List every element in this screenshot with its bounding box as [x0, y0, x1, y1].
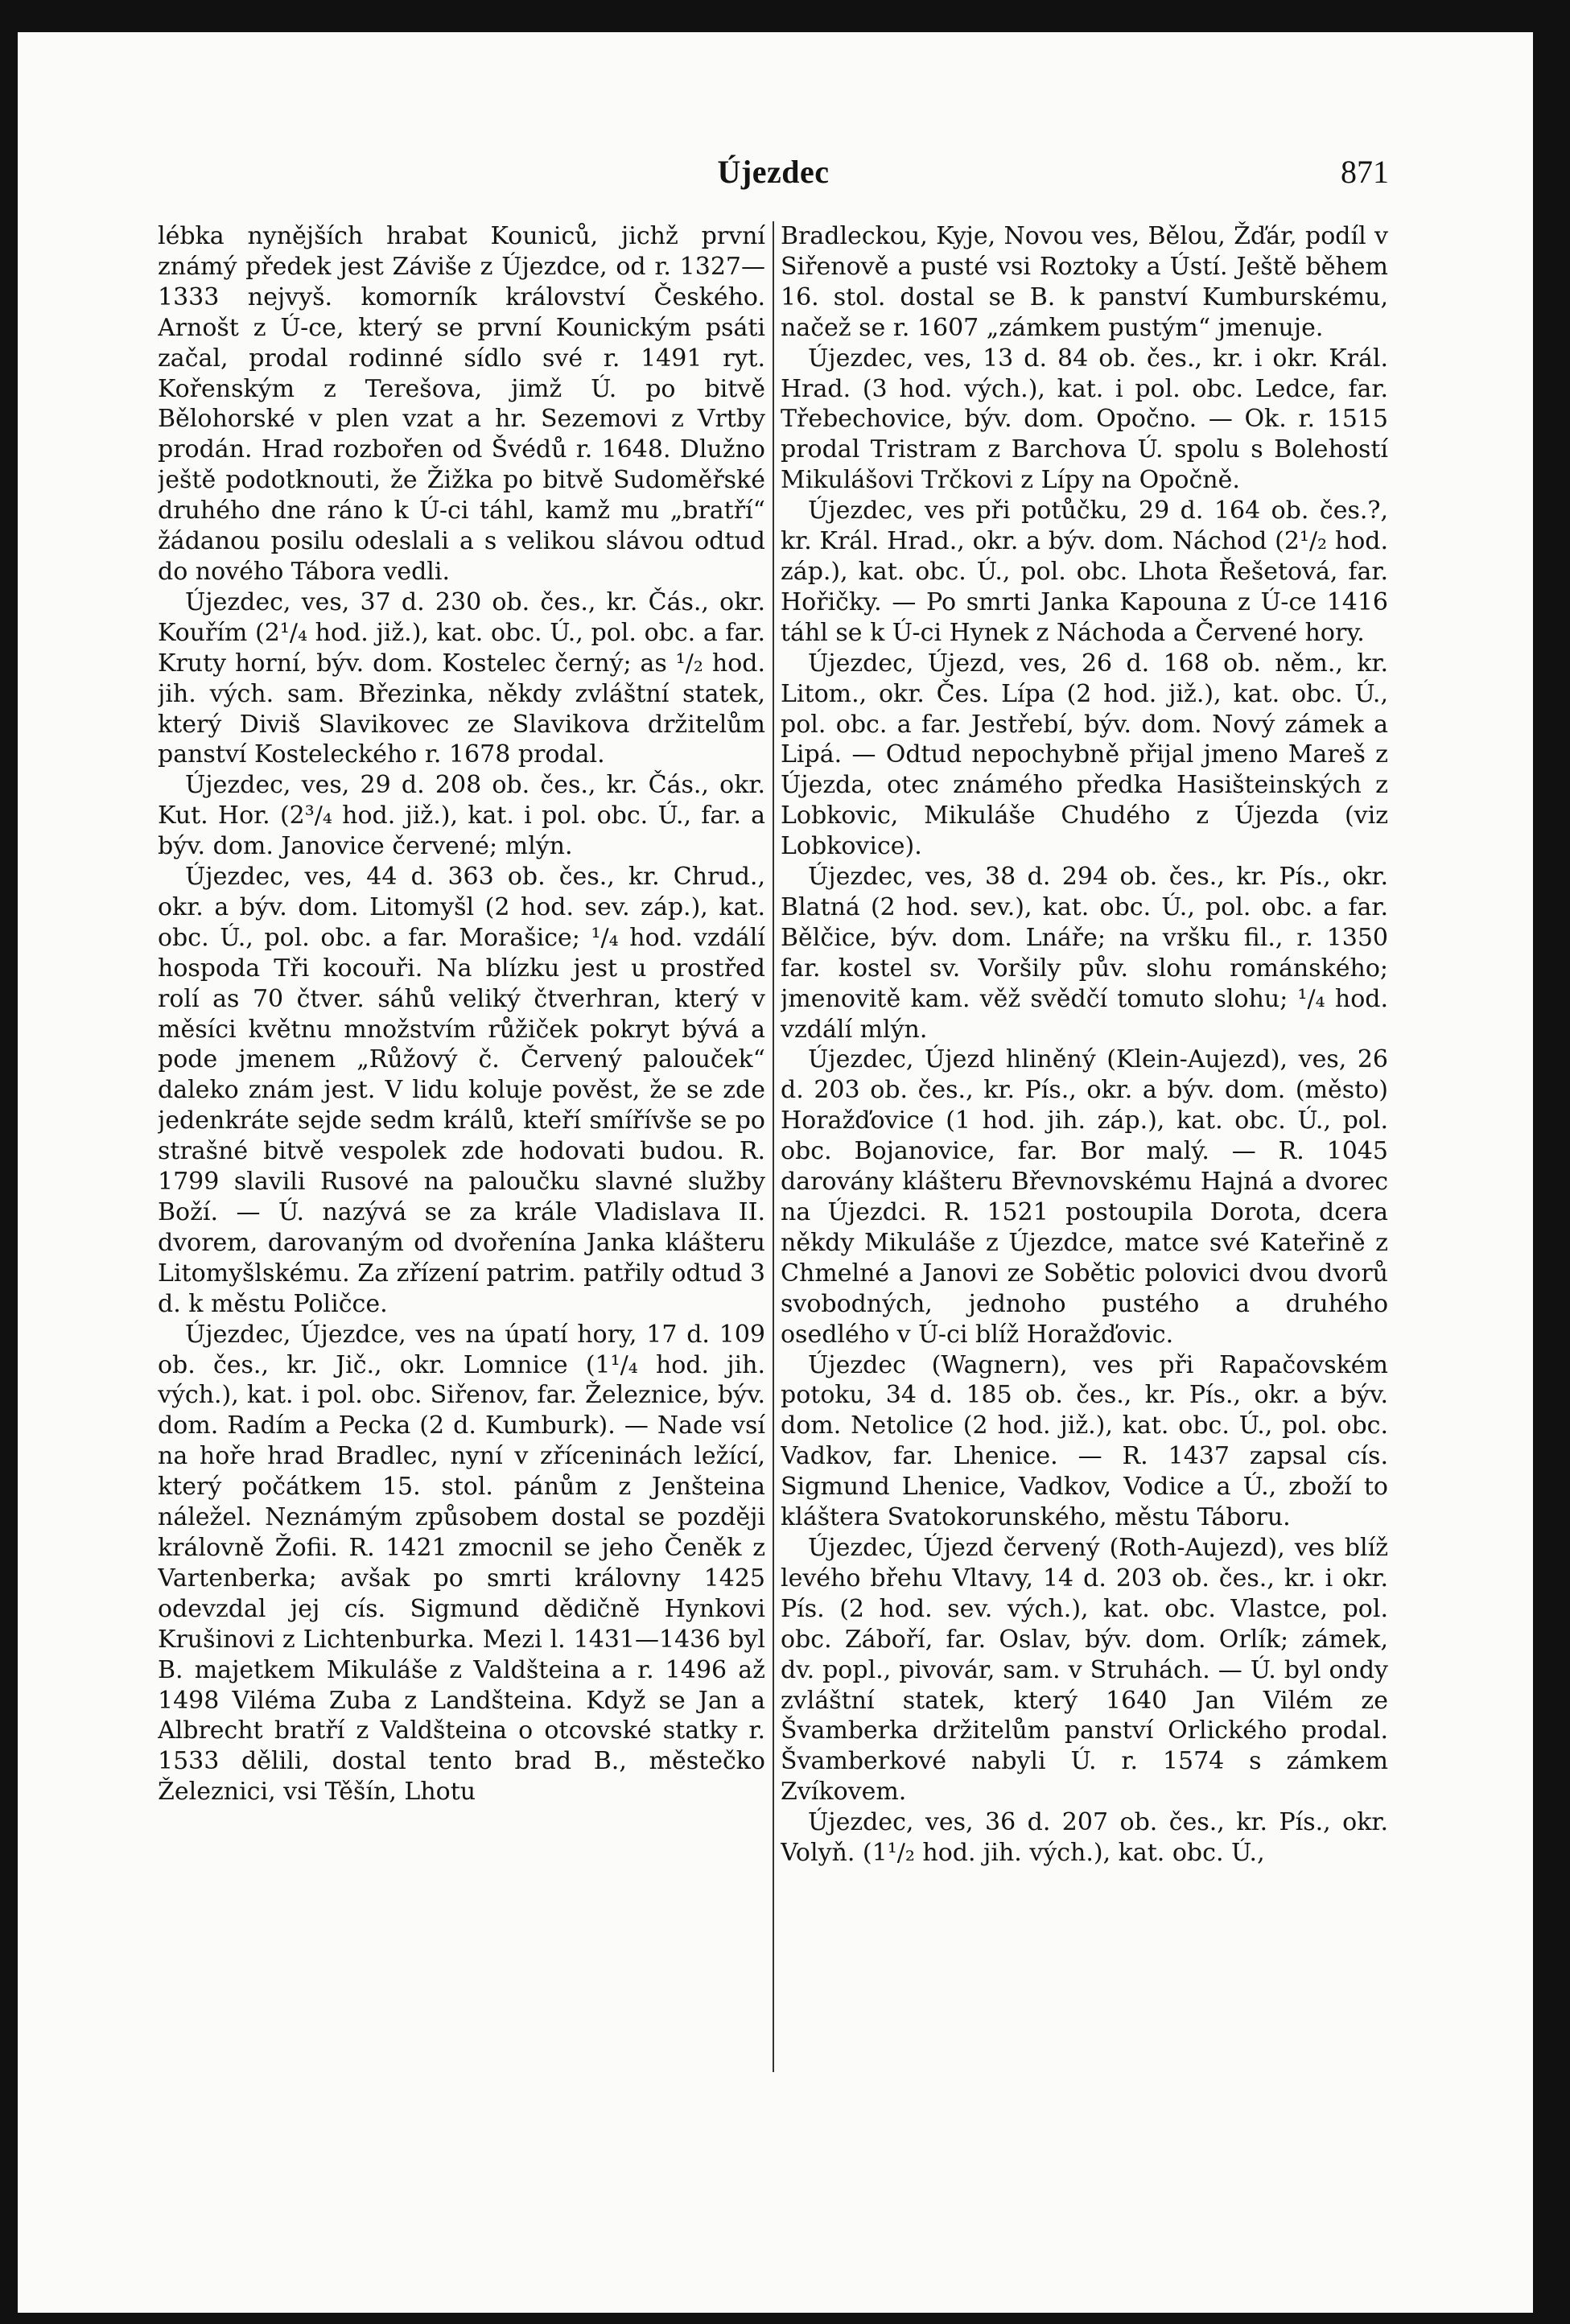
page-number: 871	[1341, 154, 1389, 190]
left-column	[158, 221, 765, 2072]
scan-border-bottom	[0, 2313, 1570, 2324]
column-divider	[773, 221, 774, 2072]
entry-paragraph: Újezdec, Újezdce, ves na úpatí hory, 17 d. 109 ob. čes., kr. Jič., okr. Lomnice (1¹/₄ hod. jih. vých.), kat. i pol. obc. Siřenov, far. Železnice, býv. dom. Radím a Pecka (2 d. Kumburk). — Nade vsí na hoře hrad Bradlec, nyní v zříceninách ležící, který počátkem 15. stol. pánům z Jenšteina náležel. Neznámým způsobem dostal se později královně Žofii. R. 1421 zmocnil se jeho Čeněk z Vartenberka; avšak po smrti královny 1425 odevzdal jej cís. Sigmund dědičně Hynkovi Krušinovi z Lichtenburka. Mezi l. 1431—1436 byl B. majetkem Mikuláše z Valdšteina a r. 1496 až 1498 Viléma Zuba z Landšteina. Když se Jan a Albrecht bratří z Valdšteina o otcovské statky r. 1533 dělili, dostal tento brad B., městečko Železnici, vsi Těšín, Lhotu	[158, 1320, 765, 1807]
running-title: Újezdec	[717, 154, 830, 190]
entry-paragraph: Újezdec, ves při potůčku, 29 d. 164 ob. čes.?, kr. Král. Hrad., okr. a býv. dom. Náchod (2¹/₂ hod. záp.), kat. obc. Ú., pol. obc. Lhota Řešetová, far. Hořičky. — Po smrti Janka Kapouna z Ú-ce 1416 táhl se k Ú-ci Hynek z Náchoda a Červené hory.	[781, 497, 1388, 647]
entry-paragraph: Bradleckou, Kyje, Novou ves, Bělou, Žďár, podíl v Siřenově a pusté vsi Roztoky a Ústí. Ještě během 16. stol. dostal se B. k panství Kumburskému, načež se r. 1607 „zámkem pustým“ jmenuje.	[781, 222, 1388, 342]
entry-paragraph: Újezdec, ves, 29 d. 208 ob. čes., kr. Čás., okr. Kut. Hor. (2³/₄ hod. již.), kat. i pol. obc. Ú., far. a býv. dom. Janovice červené; mlýn.	[158, 771, 765, 861]
entry-paragraph: Újezdec, ves, 36 d. 207 ob. čes., kr. Pís., okr. Volyň. (1¹/₂ hod. jih. vých.), kat. obc. Ú.,	[781, 1808, 1388, 1868]
scan-border-right	[1533, 0, 1570, 2324]
right-column	[781, 221, 1388, 2072]
page-header	[158, 153, 1389, 201]
entry-paragraph: Újezdec, Újezd hliněný (Klein-Aujezd), ves, 26 d. 203 ob. čes., kr. Pís., okr. a býv. dom. (město) Horažďovice (1 hod. jih. záp.), kat. obc. Ú., pol. obc. Bojanovice, far. Bor malý. — R. 1045 darovány klášteru Břevnovskému Hajná a dvorec na Újezdci. R. 1521 postoupila Dorota, dcera někdy Mikuláše z Újezdce, matce své Kateřině z Chmelné a Janovi ze Sobětic polovici dvou dvorů svobodných, jednoho pustého a druhého osedlého v Ú-ci blíž Horažďovic.	[781, 1045, 1388, 1349]
entry-paragraph: Újezdec, Újezd, ves, 26 d. 168 ob. něm., kr. Litom., okr. Čes. Lípa (2 hod. již.), kat. obc. Ú., pol. obc. a far. Jestřebí, býv. dom. Nový zámek a Lipá. — Odtud nepochybně přijal jmeno Mareš z Újezda, otec známého předka Hasišteinských z Lobkovic, Mikuláše Chudého z Újezda (viz Lobkovice).	[781, 649, 1388, 861]
entry-paragraph: Újezdec, ves, 38 d. 294 ob. čes., kr. Pís., okr. Blatná (2 hod. sev.), kat. obc. Ú., pol. obc. a far. Bělčice, býv. dom. Lnáře; na vršku fil., r. 1350 far. kostel sv. Voršily pův. slohu románského; jmenovitě kam. věž svědčí tomuto slohu; ¹/₄ hod. vzdálí mlýn.	[781, 863, 1388, 1044]
entry-paragraph: Újezdec, Újezd červený (Roth-Aujezd), ves blíž levého břehu Vltavy, 14 d. 203 ob. čes., kr. i okr. Pís. (2 hod. sev. vých.), kat. obc. Vlastce, pol. obc. Záboří, far. Oslav, býv. dom. Orlík; zámek, dv. popl., pivovár, sam. v Struhách. — Ú. byl ondy zvláštní statek, který 1640 Jan Vilém ze Švamberka držitelům panství Orlického prodal. Švamberkové nabyli Ú. r. 1574 s zámkem Zvíkovem.	[781, 1533, 1388, 1807]
entry-paragraph: lébka nynějších hrabat Kouniců, jichž první známý předek jest Záviše z Újezdce, od r. 1327—1333 nejvyš. komorník království Českého. Arnošt z Ú-ce, který se první Kounickým psáti začal, prodal rodinné sídlo své r. 1491 ryt. Kořenským z Terešova, jimž Ú. po bitvě Bělohorské v plen vzat a hr. Sezemovi z Vrtby prodán. Hrad rozbořen od Švédů r. 1648. Dlužno ještě podotknouti, že Žižka po bitvě Sudoměřské druhého dne ráno k Ú-ci táhl, kamž mu „bratří“ žádanou posilu odeslali a s velikou slávou odtud do nového Tábora vedli.	[158, 222, 765, 586]
entry-paragraph: Újezdec, ves, 37 d. 230 ob. čes., kr. Čás., okr. Kouřím (2¹/₄ hod. již.), kat. obc. Ú., pol. obc. a far. Kruty horní, býv. dom. Kostelec černý; as ¹/₂ hod. jih. vých. sam. Březinka, někdy zvláštní statek, který Diviš Slavikovec ze Slavikova držitelům panství Kosteleckého r. 1678 prodal.	[158, 587, 765, 769]
entry-paragraph: Újezdec, ves, 44 d. 363 ob. čes., kr. Chrud., okr. a býv. dom. Litomyšl (2 hod. sev. záp.), kat. obc. Ú., pol. obc. a far. Morašice; ¹/₄ hod. vzdálí hospoda Tři kocouři. Na blízku jest u prostřed rolí as 70 čtver. sáhů veliký čtverhran, který v měsíci květnu množstvím růžiček pokryt bývá a pode jmenem „Růžový č. Červený palouček“ daleko znám jest. V lidu koluje pověst, že se zde jedenkráte sejde sedm králů, kteří smířívše se po strašné bitvě vespolek zde hodovati budou. R. 1799 slavili Rusové na paloučku slavné služby Boží. — Ú. nazývá se za krále Vladislava II. dvorem, darovaným od dvořenína Janka klášteru Litomyšlskému. Za zřízení patrim. patřily odtud 3 d. k městu Poličce.	[158, 863, 765, 1318]
entry-paragraph: Újezdec (Wagnern), ves při Rapačovském potoku, 34 d. 185 ob. čes., kr. Pís., okr. a býv. dom. Netolice (2 hod. již.), kat. obc. Ú., pol. obc. Vadkov, far. Lhenice. — R. 1437 zapsal cís. Sigmund Lhenice, Vadkov, Vodice a Ú., zboží to kláštera Svatokorunského, městu Táboru.	[781, 1350, 1388, 1532]
scan-border-left	[0, 0, 18, 2324]
scan-border-top	[0, 0, 1570, 32]
entry-paragraph: Újezdec, ves, 13 d. 84 ob. čes., kr. i okr. Král. Hrad. (3 hod. vých.), kat. i pol. obc. Ledce, far. Třebechovice, býv. dom. Opočno. — Ok. r. 1515 prodal Tristram z Barchova Ú. spolu s Bolehostí Mikulášovi Trčkovi z Lípy na Opočně.	[781, 344, 1388, 495]
